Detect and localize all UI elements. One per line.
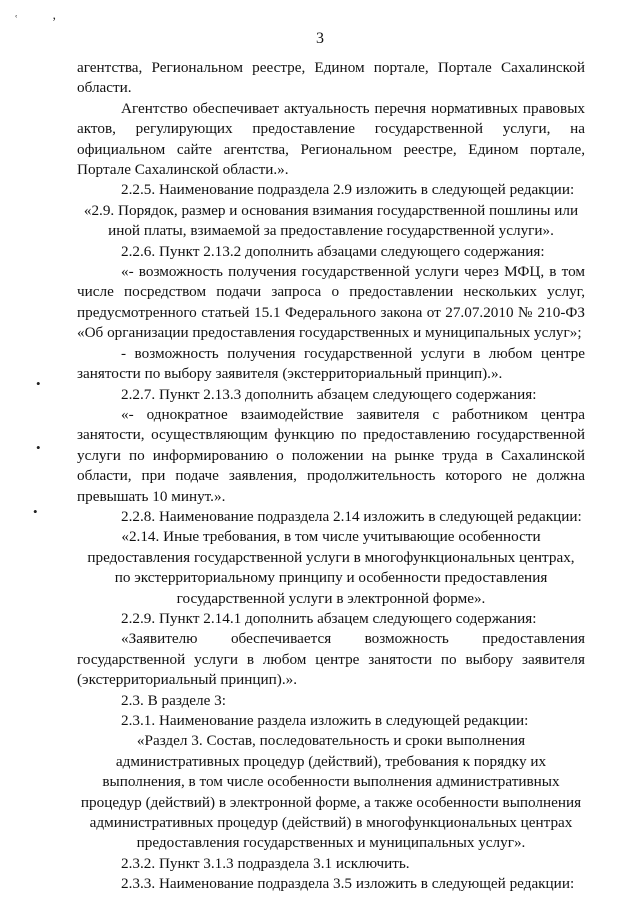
scan-mark: • — [36, 376, 41, 391]
paragraph: «- однократное взаимодействие заявителя с работником центра занятости, осуществляющим функцию по предоставлению государственной услуги по информированию о положении на рынке труда в Сахалинской области, при подаче заявления, продолжительность которого не должна превышать 10 минут.». — [77, 405, 585, 505]
scan-mark: • — [33, 504, 38, 519]
paragraph: 2.2.7. Пункт 2.13.3 дополнить абзацем следующего содержания: — [121, 385, 537, 403]
scan-mark: ʿ — [14, 12, 19, 27]
paragraph: 2.2.5. Наименование подраздела 2.9 изложить в следующей редакции: — [121, 181, 575, 199]
paragraph: 2.3.1. Наименование раздела изложить в следующей редакции: — [121, 712, 529, 729]
paragraph: 2.2.9. Пункт 2.14.1 дополнить абзацем следующего содержания: — [121, 609, 537, 627]
paragraph: 2.2.8. Наименование подраздела 2.14 изложить в следующей редакции: — [121, 507, 582, 525]
paragraph: - возможность получения государственной услуги в любом центре занятости по выбору заявителя (экстерриториальный принцип).». — [77, 344, 585, 383]
paragraph: 2.3. В разделе 3: — [121, 691, 226, 709]
quoted-heading: «Раздел 3. Состав, последовательность и сроки выполнения административных процедур (действий), требования к порядку их выполнения, в том числе особенности выполнения административных процедур (действий) в электронной форме, а также особенности выполнения административных процедур (действий) в многофункциональных центрах предоставления государственных и муниципальных услуг». — [80, 732, 582, 852]
paragraph: 2.3.3. Наименование подраздела 3.5 изложить в следующей редакции: — [121, 875, 575, 893]
scan-mark: • — [36, 440, 41, 455]
quoted-heading: «2.14. Иные требования, в том числе учитывающие особенности предоставления государственной услуги в многофункциональных центрах, по экстерриториальному принципу и особенности предоставления государственной услуги в электронной форме». — [87, 528, 575, 607]
paragraph: агентства, Региональном реестре, Едином портале, Портале Сахалинской области. — [77, 59, 585, 97]
paragraph: «Заявителю обеспечивается возможность предоставления государственной услуги в любом центре занятости по выбору заявителя (экстерриториальный принцип).». — [77, 630, 585, 689]
scan-mark: ʼ — [52, 14, 57, 29]
document-body — [77, 58, 585, 895]
page-number: 3 — [316, 30, 324, 47]
paragraph: Агентство обеспечивает актуальность перечня нормативных правовых актов, регулирующих предоставление государственной услуги, на официальном сайте агентства, Региональном реестре, Едином портале, Портале Сахалинской области.». — [77, 99, 585, 179]
quoted-heading: «2.9. Порядок, размер и основания взимания государственной пошлины или иной платы, взимаемой за предоставление государственной услуги». — [83, 201, 579, 240]
paragraph: 2.2.6. Пункт 2.13.2 дополнить абзацами следующего содержания: — [121, 242, 545, 260]
paragraph: 2.3.2. Пункт 3.1.3 подраздела 3.1 исключить. — [121, 854, 410, 872]
paragraph: «- возможность получения государственной услуги через МФЦ, в том числе посредством подачи запроса о предоставлении нескольких услуг, предусмотренного статьей 15.1 Федерального закона от 27.07.2010 № 210-ФЗ «Об организации предоставления государственных и муниципальных услуг»; — [77, 263, 585, 342]
